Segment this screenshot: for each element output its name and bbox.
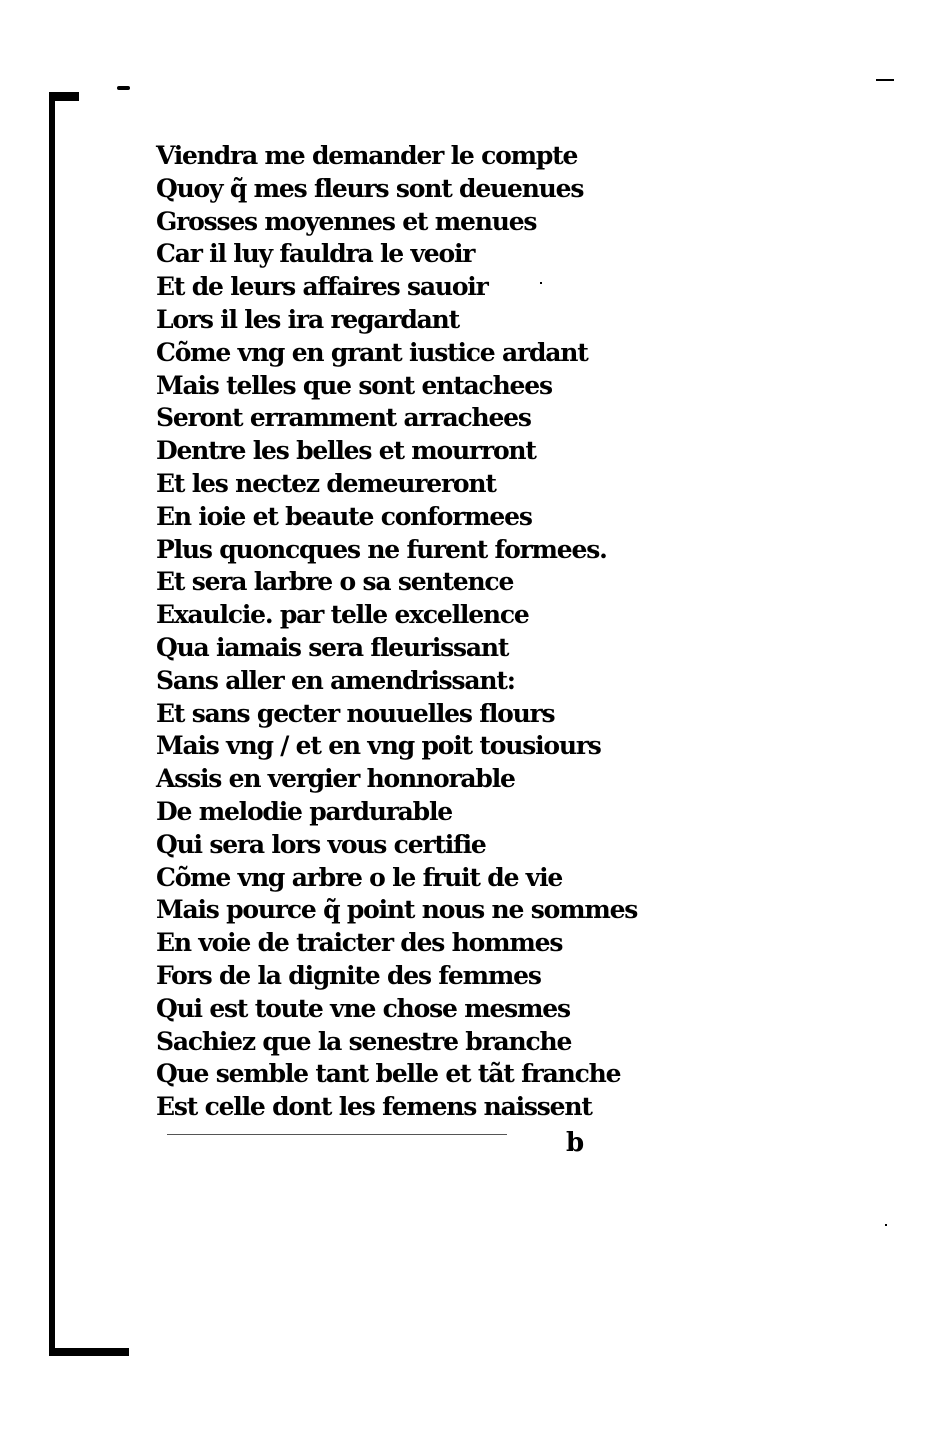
- verse-line: En voie de traicter des hommes: [156, 928, 563, 958]
- verse-line: Grosses moyennes et menues: [156, 206, 537, 236]
- ink-speck: [117, 86, 130, 90]
- ink-speck: [885, 1224, 887, 1226]
- verse-line: Seront erramment arrachees: [156, 403, 531, 433]
- verse-line: Mais vng / et en vng poit tousiours: [156, 731, 601, 761]
- verse-line: Et les nectez demeureront: [156, 468, 496, 498]
- verse-line: Quoy q̃ mes fleurs sont deuenues: [156, 173, 584, 203]
- verse-line: Assis en vergier honnorable: [156, 764, 515, 794]
- verse-line: Lors il les ira regardant: [156, 304, 459, 334]
- verse-line: Qua iamais sera fleurissant: [156, 632, 509, 662]
- verse-line: De melodie pardurable: [156, 796, 452, 826]
- signature-mark: b: [566, 1128, 585, 1158]
- verse-line: Mais telles que sont entachees: [156, 370, 552, 400]
- verse-line: Qui est toute vne chose mesmes: [156, 993, 570, 1023]
- ink-speck: [876, 79, 894, 81]
- verse-line: Et sans gecter nouuelles flours: [156, 698, 555, 728]
- verse-line: Plus quoncques ne furent formees.: [156, 534, 607, 564]
- verse-line: Cõme vng arbre o le fruit de vie: [156, 862, 563, 892]
- verse-line: Car il luy fauldra le veoir: [156, 239, 475, 269]
- verse-line: Est celle dont les femens naissent: [156, 1092, 592, 1122]
- verse-line: Que semble tant belle et tãt franche: [156, 1059, 621, 1089]
- ink-underline: [167, 1134, 507, 1135]
- verse-line: Viendra me demander le compte: [156, 141, 578, 170]
- verse-line: Fors de la dignite des femmes: [156, 960, 541, 990]
- margin-rule-bottom-tick: [49, 1348, 129, 1356]
- verse-line: Et de leurs affaires sauoir: [156, 272, 488, 302]
- margin-rule-top-tick: [49, 92, 79, 101]
- verse-line: Sans aller en amendrissant:: [156, 665, 515, 695]
- verse-line: Exaulcie. par telle excellence: [156, 600, 529, 630]
- margin-rule: [49, 92, 55, 1356]
- verse-line: En ioie et beaute conformees: [156, 501, 532, 531]
- verse-line: Mais pource q̃ point nous ne sommes: [156, 895, 638, 925]
- verse-line: Et sera larbre o sa sentence: [156, 567, 514, 597]
- verse-line: Dentre les belles et mourront: [156, 436, 536, 466]
- verse-list: [156, 140, 638, 1124]
- verse-line: Sachiez que la senestre branche: [156, 1026, 572, 1056]
- verse-line: Qui sera lors vous certifie: [156, 829, 486, 859]
- verse-line: Cõme vng en grant iustice ardant: [156, 337, 588, 367]
